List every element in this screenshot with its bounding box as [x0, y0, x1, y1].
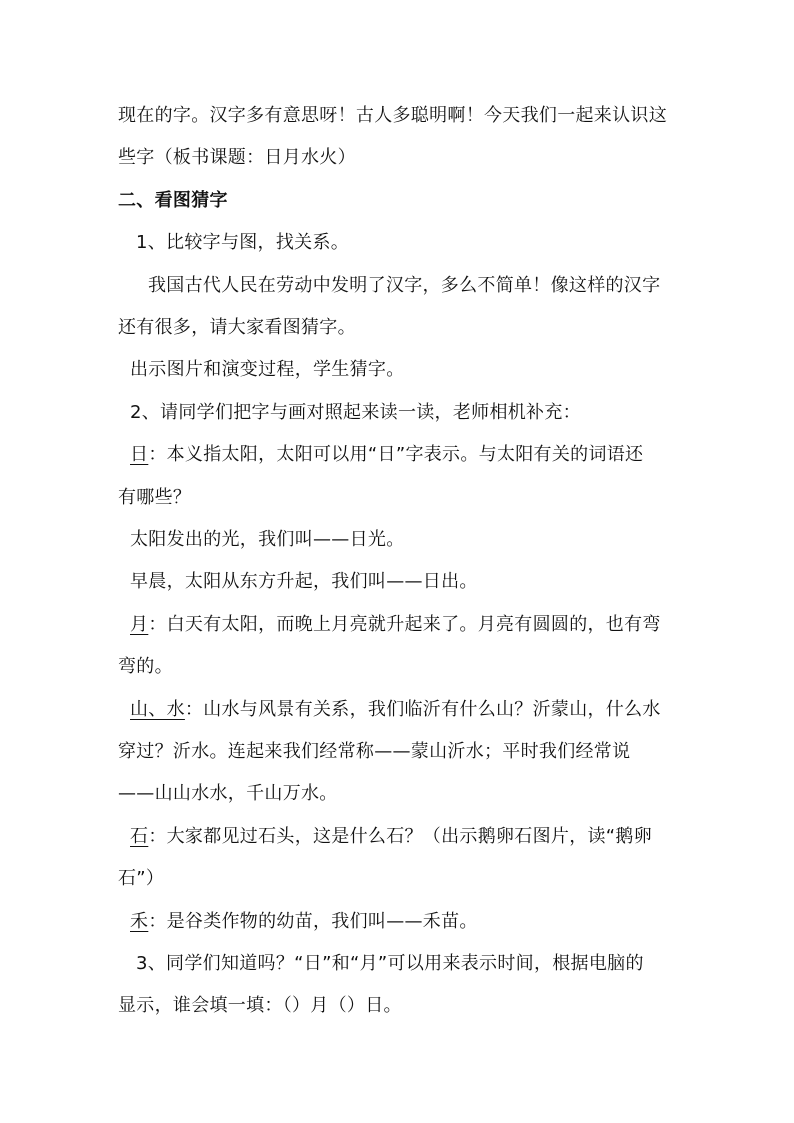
paragraph-line: 有哪些？ [118, 487, 192, 508]
entry-yue [130, 613, 661, 637]
paragraph-line: 现在的字。汉字多有意思呀！古人多聪明啊！今天我们一起来认识这 [118, 105, 667, 126]
step-heading-3: 3、同学们知道吗？“日”和“月”可以用来表示时间，根据电脑的 [136, 953, 644, 974]
paragraph-line: 显示，谁会填一填：（）月（）日。 [118, 995, 402, 1016]
paragraph-line: ——山山水水，千山万水。 [118, 783, 338, 804]
entry-text: ：白天有太阳，而晚上月亮就升起来了。月亮有圆圆的，也有弯 [148, 614, 661, 635]
section-heading: 二、看图猜字 [118, 190, 228, 211]
entry-text: ：本义指太阳，太阳可以用“日”字表示。与太阳有关的词语还 [148, 444, 644, 465]
entry-text: ：是谷类作物的幼苗，我们叫——禾苗。 [148, 911, 478, 932]
example-line: 太阳发出的光，我们叫——日光。 [130, 529, 405, 550]
step-heading-1: 1、比较字与图，找关系。 [136, 232, 350, 253]
paragraph-line: 穿过？沂水。连起来我们经常称——蒙山沂水；平时我们经常说 [118, 741, 631, 762]
paragraph-line: 还有很多，请大家看图猜字。 [118, 317, 356, 338]
entry-text: ：大家都见过石头，这是什么石？（出示鹅卵石图片，读“鹅卵 [148, 826, 653, 847]
step-heading-2: 2、请同学们把字与画对照起来读一读，老师相机补充： [130, 402, 581, 423]
entry-ri [130, 443, 643, 467]
paragraph-line: 出示图片和演变过程，学生猜字。 [130, 359, 405, 380]
paragraph-line: 弯的。 [118, 656, 173, 677]
paragraph-line: 石”） [118, 868, 165, 889]
keyword-shi: 石 [130, 826, 149, 847]
entry-he [130, 910, 478, 934]
keyword-ri: 日 [130, 444, 149, 465]
entry-shan-shui [130, 698, 661, 722]
keyword-he: 禾 [130, 911, 149, 932]
keyword-shan-shui: 山、水 [130, 699, 185, 720]
keyword-yue: 月 [130, 614, 149, 635]
example-line: 早晨，太阳从东方升起，我们叫——日出。 [130, 571, 478, 592]
paragraph-line: 些字（板书课题：日月水火） [118, 147, 356, 168]
entry-shi [130, 825, 652, 849]
entry-text: ：山水与风景有关系，我们临沂有什么山？沂蒙山，什么水 [184, 699, 661, 720]
paragraph-line: 我国古代人民在劳动中发明了汉字，多么不简单！像这样的汉字 [148, 275, 661, 296]
